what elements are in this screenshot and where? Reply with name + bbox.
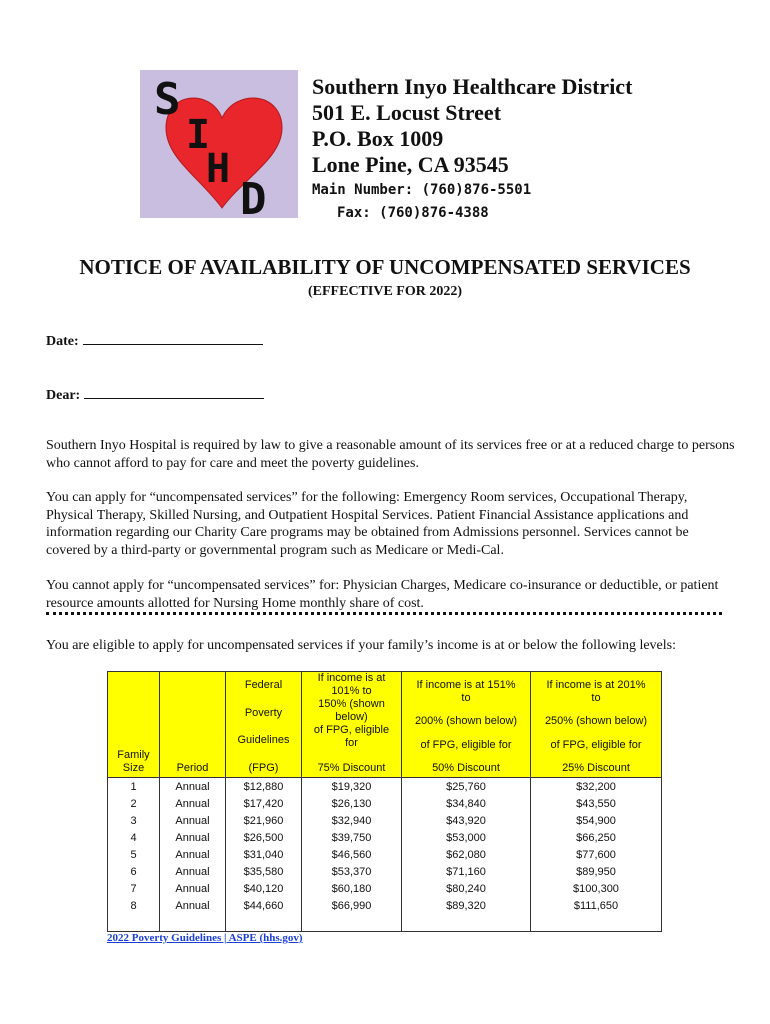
logo-letter-h: H xyxy=(206,146,231,192)
dear-label: Dear xyxy=(46,388,76,403)
header-fpg: Federal Poverty Guidelines (FPG) xyxy=(226,672,302,778)
table-row: 2 Annual $17,420 $26,130 $34,840 $43,550 xyxy=(108,795,662,812)
sihd-logo xyxy=(140,70,298,218)
table-row: 6 Annual $35,580 $53,370 $71,160 $89,950 xyxy=(108,863,662,880)
table-row: 4 Annual $26,500 $39,750 $53,000 $66,250 xyxy=(108,829,662,846)
header-tier-50: If income is at 151% to 200% (shown below) of FPG, eligible for 50% Discount xyxy=(402,672,531,778)
notice-subtitle: (EFFECTIVE FOR 2022) xyxy=(308,284,462,299)
street-address: 501 E. Locust Street xyxy=(312,100,502,125)
paragraph-law: Southern Inyo Hospital is required by law to give a reasonable amount of its services free or at a reduced charge to persons who cannot afford to pay for care and meet the poverty guidelines. xyxy=(46,438,735,471)
city-state-zip: Lone Pine, CA 93545 xyxy=(312,152,509,177)
table-row: 7 Annual $40,120 $60,180 $80,240 $100,300 xyxy=(108,880,662,897)
paragraph-excluded-services: You cannot apply for “uncompensated services” for: Physician Charges, Medicare co-insurance or deductible, or patient resource amounts allotted for Nursing Home monthly share of cost. xyxy=(46,578,719,611)
poverty-guidelines-link[interactable]: 2022 Poverty Guidelines | ASPE (hhs.gov) xyxy=(107,932,303,944)
date-label: Date xyxy=(46,334,74,349)
dear-field: Dear: xyxy=(46,384,264,404)
header-tier-75: If income is at 101% to 150% (shown below) of FPG, eligible for 75% Discount xyxy=(302,672,402,778)
poverty-guidelines-table xyxy=(107,671,662,932)
po-box: P.O. Box 1009 xyxy=(312,126,444,151)
paragraph-income-levels: You are eligible to apply for uncompensated services if your family’s income is at or below the following levels: xyxy=(46,638,676,653)
date-blank[interactable] xyxy=(83,330,263,345)
table-row: 1 Annual $12,880 $19,320 $25,760 $32,200 xyxy=(108,778,662,796)
dear-blank[interactable] xyxy=(84,384,264,399)
logo-letter-i: I xyxy=(186,112,211,158)
logo-letter-s: S xyxy=(154,74,181,125)
notice-title: NOTICE OF AVAILABILITY OF UNCOMPENSATED SERVICES xyxy=(79,255,691,279)
paragraph-eligible-services: You can apply for “uncompensated services” for the following: Emergency Room services, Occupational Therapy, Physical Therapy, Skilled Nursing, and Outpatient Hospital Services. Patient Financial Assistance applications and information regarding our Charity Care programs may be obtained from Admissions personnel. Services cannot be covered by a third-party or governmental program such as Medicare or Medi-Cal. xyxy=(46,490,689,558)
table-row: 5 Annual $31,040 $46,560 $62,080 $77,600 xyxy=(108,846,662,863)
table-row: 8 Annual $44,660 $66,990 $89,320 $111,650 xyxy=(108,897,662,914)
dotted-divider xyxy=(46,612,722,615)
table-row: 3 Annual $21,960 $32,940 $43,920 $54,900 xyxy=(108,812,662,829)
main-number: Main Number: (760)876-5501 xyxy=(312,182,532,198)
header-tier-25: If income is at 201% to 250% (shown below) of FPG, eligible for 25% Discount xyxy=(531,672,662,778)
header-period: Period xyxy=(160,672,226,778)
fax-number: Fax: (760)876-4388 xyxy=(337,205,489,221)
table-header-row xyxy=(108,672,662,778)
logo-letter-d: D xyxy=(240,174,267,218)
address-block xyxy=(312,74,632,224)
date-field: Date: xyxy=(46,330,263,350)
header-family-size: Family Size xyxy=(108,672,160,778)
table-spacer-row xyxy=(108,914,662,932)
organization-name: Southern Inyo Healthcare District xyxy=(312,74,633,99)
